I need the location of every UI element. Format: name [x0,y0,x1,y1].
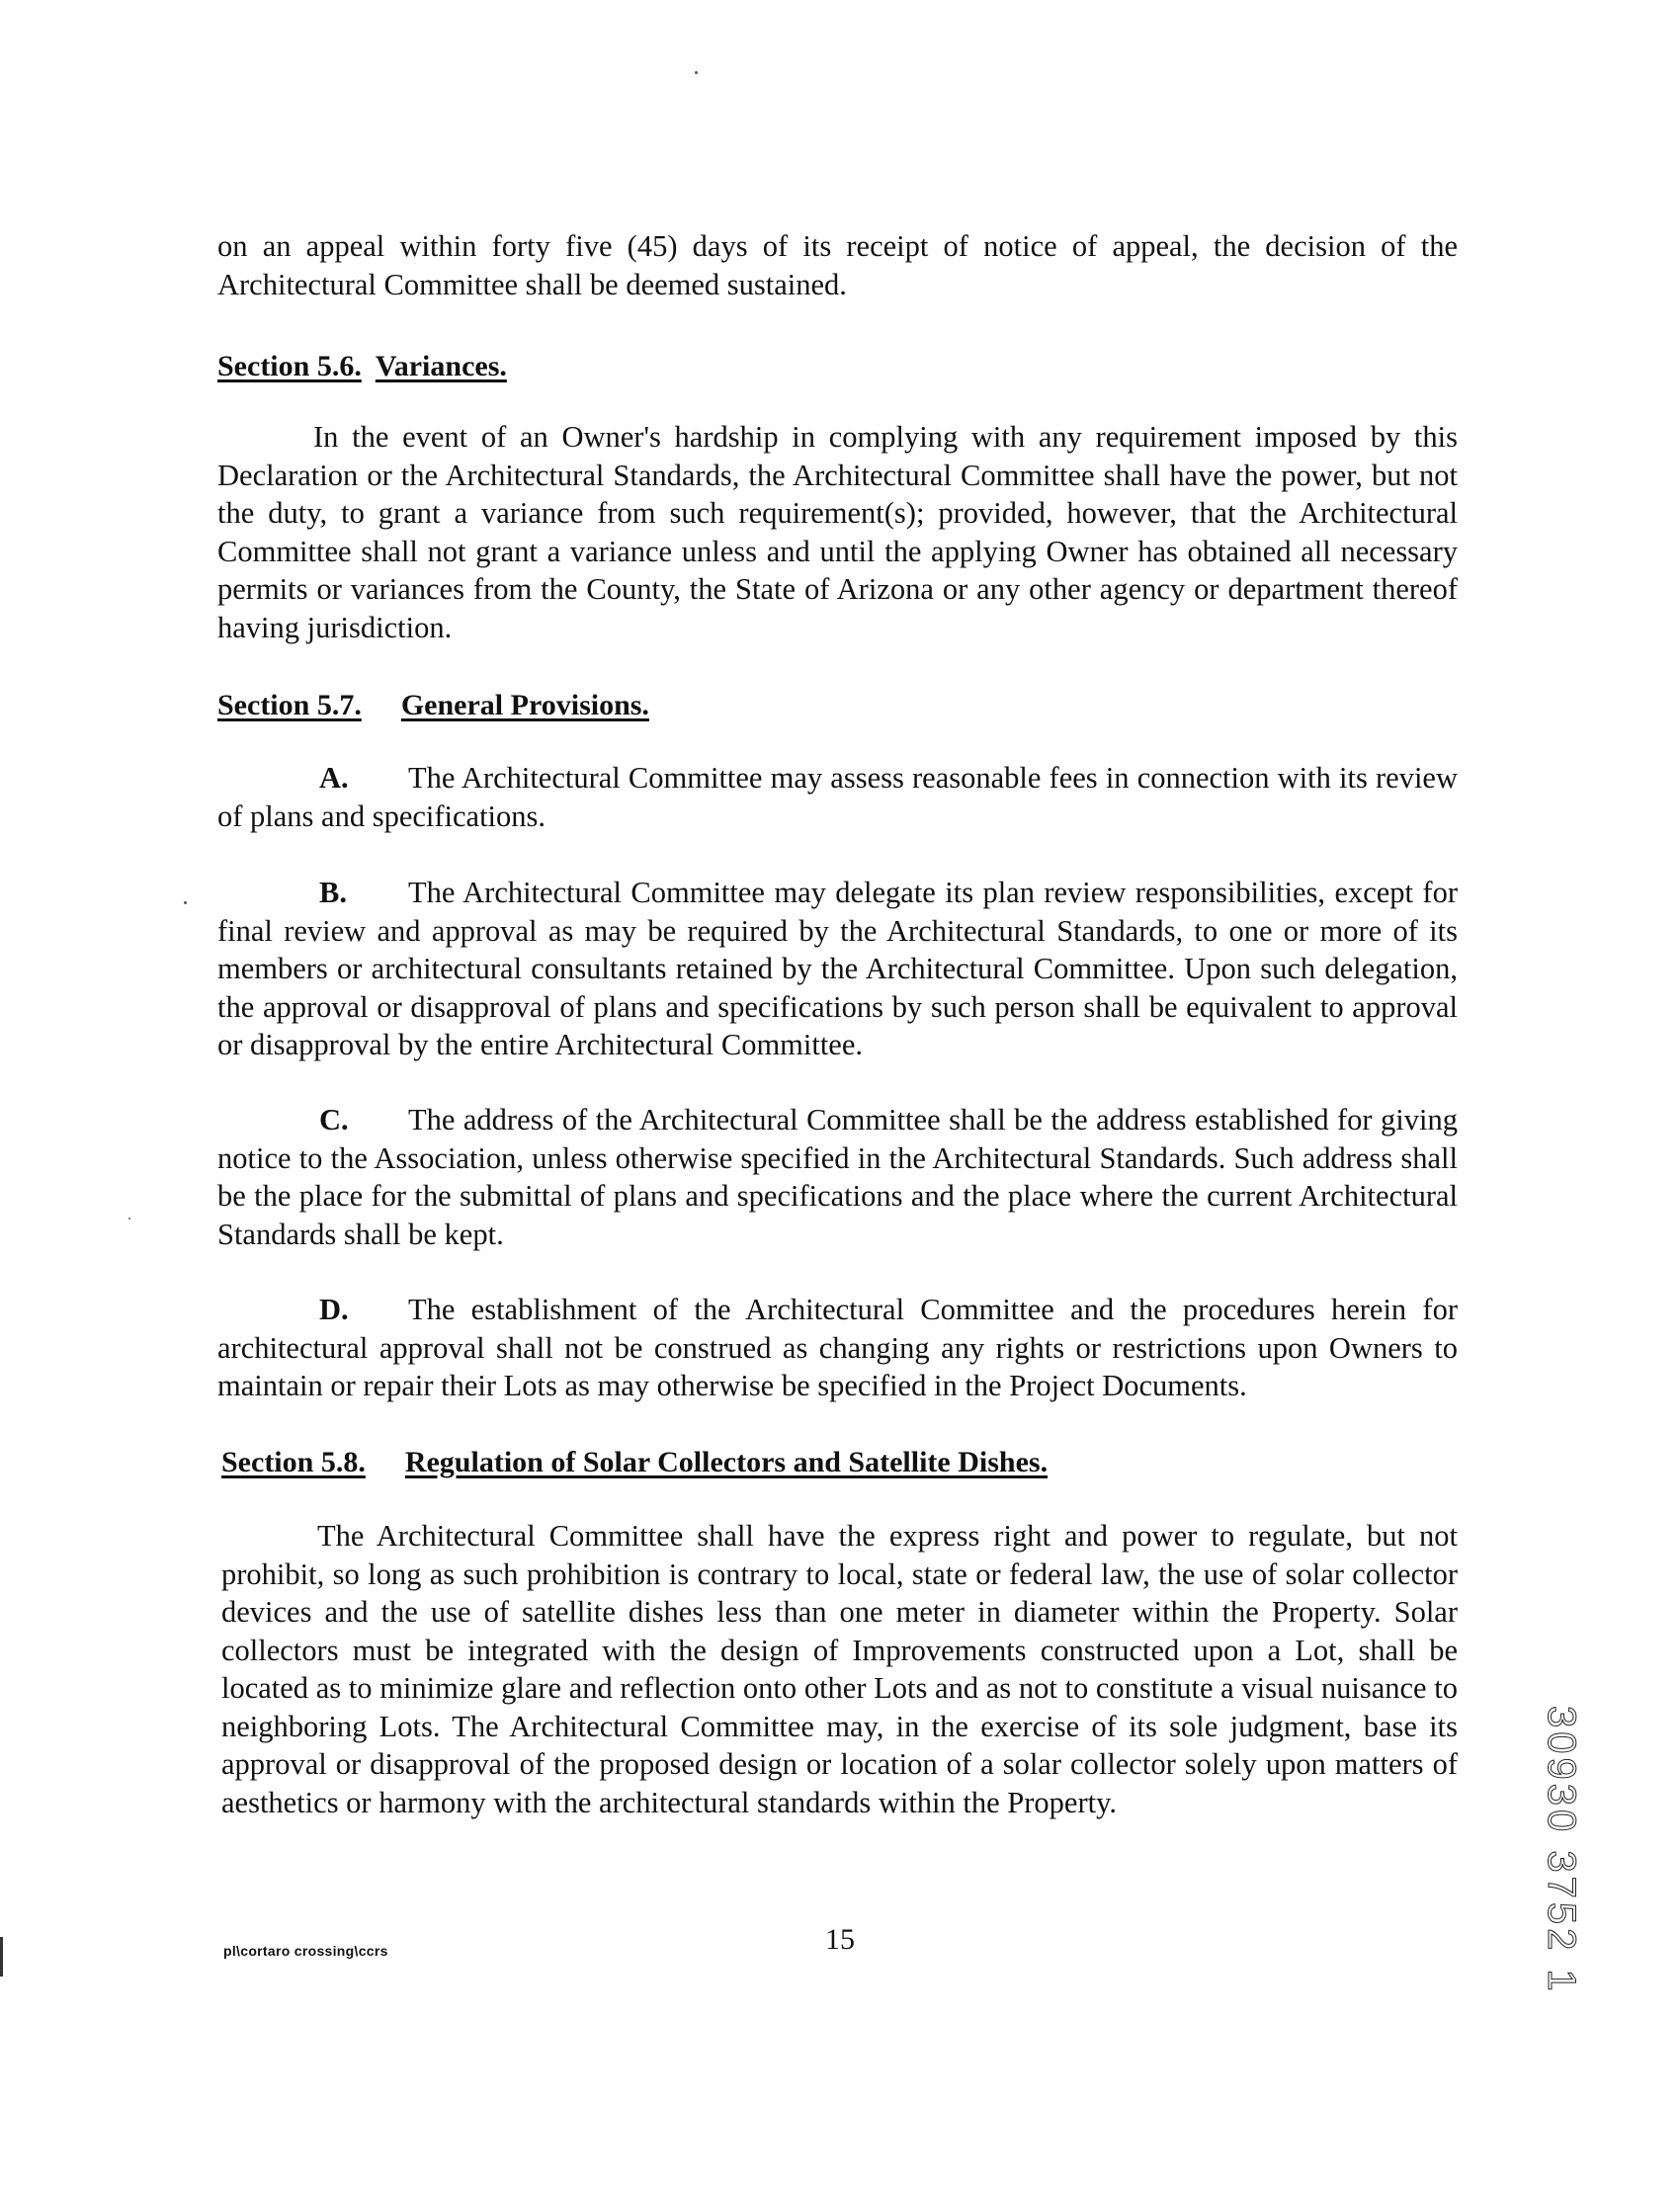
item-text: The address of the Architectural Committee shall be the address established for giving notice to the Association, unless otherwise specified in the Architectural Standards. Such address shall be the place for the submittal of plans and specifications and the place where the current Architectural Standards shall be kept. [217,1103,1458,1251]
section-5-8-heading [221,1446,1048,1479]
item-letter: D. [319,1293,349,1326]
provision-item-a [217,759,1458,835]
footer-file-path: pl\cortaro crossing\ccrs [223,1943,388,1959]
section-5-7-heading [217,689,649,722]
provision-item-b [217,874,1458,1064]
item-text: The Architectural Committee may delegate its plan review responsibilities, except for final review and approval as may be required by the Architectural Standards, to one or more of its members or architectural consultants retained by the Architectural Committee. Upon such delegation, the approval or disapproval of plans and specifications by such person shall be equivalent to approval or disapproval by the entire Architectural Committee. [217,876,1458,1061]
section-title: Regulation of Solar Collectors and Satellite Dishes. [404,1446,1049,1478]
section-title: Variances. [375,350,507,382]
recording-stamp: 30930 3752 1 [1540,1706,1583,1995]
section-number: Section 5.8. [221,1446,366,1478]
item-text: The Architectural Committee may assess reasonable fees in connection with its review of plans and specifications. [217,761,1458,833]
page-number: 15 [825,1923,855,1956]
section-5-6-heading [217,350,507,383]
section-number: Section 5.6. [217,350,362,382]
item-text: The establishment of the Architectural Committee and the procedures herein for architectural approval shall not be construed as changing any rights or restrictions upon Owners to maintain or repair their Lots as may otherwise be specified in the Project Documents. [217,1293,1458,1402]
section-title: General Provisions. [400,689,649,721]
section-number: Section 5.7. [217,689,362,721]
provision-item-d [217,1291,1458,1405]
section-5-6-body: In the event of an Owner's hardship in complying with any requirement imposed by this Declaration or the Architectural Standards, the Architectural Committee shall have the power, but not the duty, to grant a variance from such requirement(s); provided, however, that the Architectural Committee shall not grant a variance unless and until the applying Owner has obtained all necessary permits or variances from the County, the State of Arizona or any other agency or department thereof having jurisdiction. [217,420,1458,644]
scan-edge-mark [0,1937,3,1977]
item-letter: C. [319,1103,349,1136]
scan-speck [184,901,187,904]
continuation-paragraph: on an appeal within forty five (45) days of its receipt of notice of appeal, the decision of the Architectural Committee shall be deemed sustained. [217,229,1458,301]
item-letter: A. [319,761,349,795]
section-5-8-body: The Architectural Committee shall have the express right and power to regulate, but not prohibit, so long as such prohibition is contrary to local, state or federal law, the use of solar collector devices and the use of satellite dishes less than one meter in diameter within the Property. Solar collectors must be integrated with the design of Improvements constructed upon a Lot, shall be located as to minimize glare and reflection onto other Lots and as not to constitute a visual nuisance to neighboring Lots. The Architectural Committee may, in the exercise of its sole judgment, base its approval or disapproval of the proposed design or location of a solar collector solely upon matters of aesthetics or harmony with the architectural standards within the Property. [221,1519,1458,1819]
scan-speck [695,71,698,74]
scan-speck [128,1218,130,1220]
item-letter: B. [319,876,347,909]
provision-item-c [217,1101,1458,1253]
